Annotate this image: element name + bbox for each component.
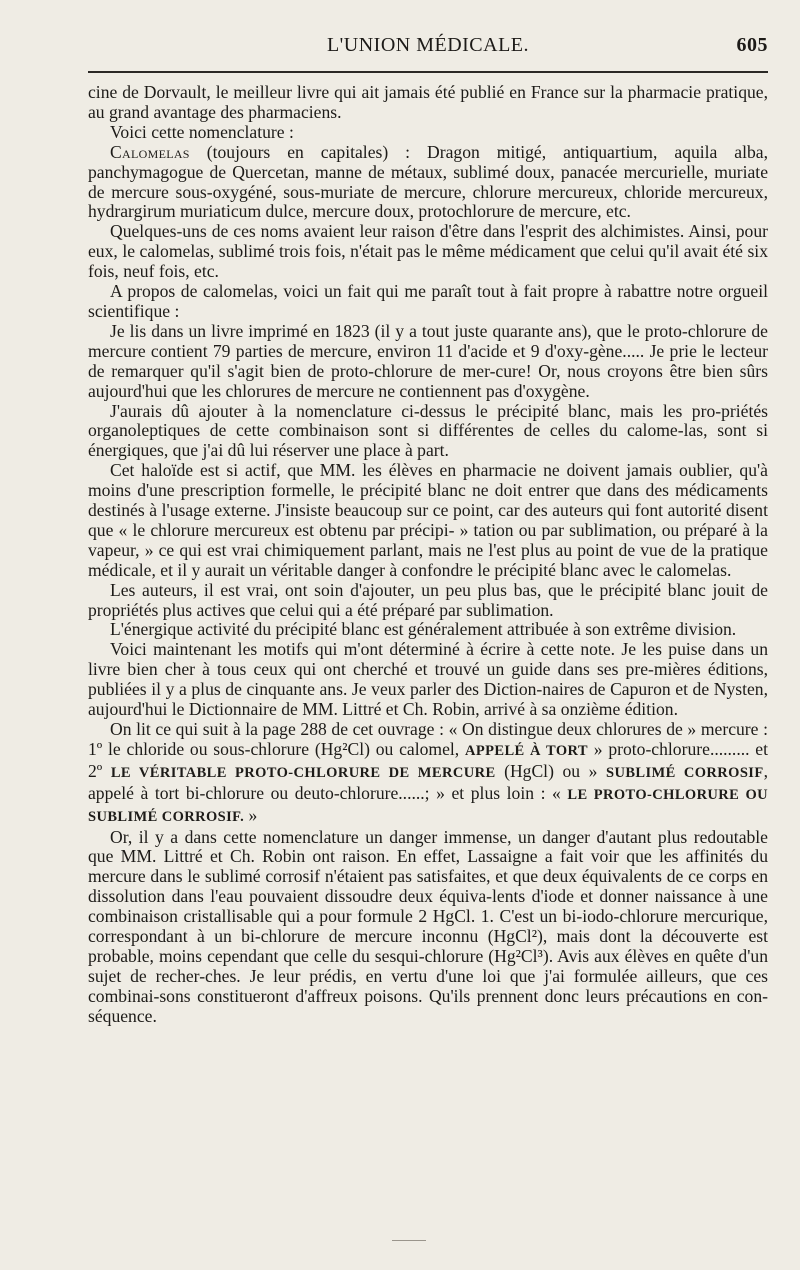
paragraph-p6 bbox=[88, 322, 768, 402]
text-run: , mais les pro-priétés organoleptiques de cette combinaison sont si différentes de celles du bbox=[88, 400, 769, 441]
text-run: calomelas bbox=[203, 281, 274, 302]
paragraph-p8 bbox=[88, 461, 768, 580]
paragraph-p11 bbox=[88, 640, 768, 720]
text-run: On lit ce qui suit à la page 288 de cet ouvrage : « On distingue deux chlorures de » mercure : 1º le chloride ou sous-chlorure (Hg²Cl) ou calomel, bbox=[88, 719, 768, 759]
text-run: Voici cette nomenclature : bbox=[110, 121, 294, 142]
page-number: 605 bbox=[736, 34, 768, 56]
article-body bbox=[88, 83, 768, 1027]
text-run: précipité blanc bbox=[497, 400, 607, 421]
text-run: , sublimé trois fois, n'était pas le même médicament que celui qu'il avait été six fois, neuf fois, etc. bbox=[88, 241, 768, 282]
paragraph-p2 bbox=[88, 123, 768, 143]
text-run: cine bbox=[88, 82, 118, 102]
text-run: , arrivé à sa onzième édition. bbox=[475, 699, 678, 720]
header-rule bbox=[88, 71, 768, 73]
text-run: » bbox=[454, 519, 474, 540]
text-run: , sont si énergiques, que j'ai dû lui réserver une place à part. bbox=[88, 420, 768, 461]
text-run: Or, il y a dans cette nomenclature un danger immense, un danger d'autant plus redoutable que MM. Littré et Ch. Robin ont raison. En effet, Lassaigne a fait voir que les affinités du mercure dans le sublimé corrosif n'étaient pas satisfaites, et que deux équivalents de ce corps en dissolution dans l'eau pouvaient dissoudre deux équiva-lents d'iode et donner naissance à une combinaison cristallisable qui a pour formule 2 HgCl. 1. C'est un bi-iodo-chlorure mercurique, correspondant à un bi-chlorure de mercure inconnu (HgCl²), mais dont la découverte est probable, moins cependant que celle du sesqui-chlorure (Hg²Cl³). Avis aux élèves en quête d'un sujet de recher-ches. Je leur prédis, en vertu d'une loi que j'ai formulée ailleurs, que ces combinai-sons constitueront d'affreux poisons. Qu'ils prennent donc leurs précautions en con-séquence. bbox=[88, 826, 768, 1026]
paragraph-p4 bbox=[88, 222, 768, 282]
paragraph-p3 bbox=[88, 143, 768, 223]
text-run: ......... et 2º bbox=[88, 738, 769, 781]
text-run: A propos de bbox=[110, 281, 204, 302]
text-run: Or, nous croyons être bien sûrs aujourd'hui que les chlorures de mercure ne contiennent pas d'oxygène. bbox=[88, 360, 768, 401]
text-run: , aujourd'hui le bbox=[88, 679, 768, 720]
text-run: J'aurais dû ajouter à la nomenclature ci-dessus le bbox=[110, 400, 498, 421]
text-run: contient 79 parties de mercure, environ 11 d'acide et 9 bbox=[145, 340, 545, 361]
text-run: , voici un fait qui me paraît tout à fait propre à rabattre notre orgueil scientifique : bbox=[88, 281, 769, 321]
text-run: calomelas bbox=[656, 559, 727, 580]
paragraph-p5 bbox=[88, 282, 768, 322]
text-run: LE PROTO-CHLORURE OU SUBLIMÉ CORROSIF. bbox=[88, 786, 768, 825]
paragraph-p9 bbox=[88, 581, 768, 621]
text-run: SUBLIMÉ CORROSIF bbox=[605, 764, 764, 781]
text-run: LE VÉRITABLE PROTO-CHLORURE DE MERCURE bbox=[110, 764, 496, 781]
text-run: Quelques-uns de ces noms avaient leur raison d'être dans l'esprit des alchimistes. Ainsi, pour eux, le bbox=[88, 221, 768, 262]
paragraph-p1 bbox=[88, 83, 768, 123]
text-run: . bbox=[726, 559, 732, 580]
text-run: Cet haloïde est si actif, que MM. les élèves en pharmacie ne doivent jamais oublier, qu'à moins d'une prescription formelle, le précipité blanc ne doit entrer que dans des médicaments destinés à l'usage externe. J'insiste beaucoup sur ce point, car des auteurs qui font autorité disent que « le chlorure mercureux est obtenu bbox=[88, 460, 768, 540]
text-run: , » ce qui est vrai chimiquement parlant, mais ne l'est plus au point de vue de la pratique médicale, et il y aurait un véritable danger à confondre le précipité blanc avec le bbox=[88, 539, 768, 580]
text-run: proto-chlorure de mer-cure! bbox=[330, 360, 532, 381]
text-run: » bbox=[244, 804, 258, 825]
text-run: tation bbox=[473, 519, 514, 540]
text-run: par précipi- bbox=[372, 519, 455, 540]
text-run: Diction-naires de Capuron et de Nysten bbox=[483, 679, 764, 700]
paragraph-p10 bbox=[88, 620, 768, 640]
text-run: proto-chlorure de mercure bbox=[88, 320, 768, 361]
text-run: , ou bbox=[652, 519, 685, 540]
text-run: d'oxy-gène bbox=[544, 340, 623, 361]
text-run: ou bbox=[513, 519, 542, 540]
text-run: par sublimation bbox=[541, 519, 653, 540]
text-run: Je lis dans un livre imprimé en 1823 (il y a tout juste quarante ans), que le bbox=[110, 320, 645, 341]
paragraph-p7 bbox=[88, 402, 768, 462]
running-title: L'UNION MÉDICALE. bbox=[326, 34, 530, 56]
text-run: APPELÉ À TORT bbox=[465, 742, 588, 759]
text-run: L'énergique activité du précipité blanc est généralement attribuée à son extrême division. bbox=[110, 619, 737, 640]
text-run: Voici maintenant les motifs qui m'ont déterminé à écrire à cette note. Je les puise dans un livre bien cher à tous ceux qui ont cherché et trouvé un guide dans ses pre-mières éditions, publiées il y a plus de cinquante ans. Je veux parler des bbox=[88, 639, 768, 700]
text-run: , appelé à tort bi-chlorure ou deuto-chlorure......; » et plus loin : « bbox=[88, 760, 768, 803]
text-run: calome-las bbox=[626, 420, 704, 441]
text-run: calomelas bbox=[139, 241, 210, 262]
text-run: Les auteurs, il est vrai, ont soin d'ajouter, un peu plus bas, que le précipité blanc jouit de propriétés plus actives que celui qui a été préparé par sublimation. bbox=[88, 579, 768, 620]
text-run: Calomelas bbox=[110, 141, 190, 162]
text-run: ..... Je prie le lecteur de remarquer qu'il s'agit bien de bbox=[88, 340, 769, 381]
text-run: (toujours en capitales) : bbox=[189, 141, 428, 162]
text-run: préparé à la vapeur bbox=[88, 519, 768, 560]
page-header bbox=[88, 30, 768, 64]
footer-rule bbox=[392, 1240, 426, 1241]
text-run: de Dorvault, le meilleur livre qui ait jamais été publié en France sur la pharmacie pratique, au grand avantage des pharmaciens. bbox=[88, 82, 768, 122]
text-run: (HgCl) ou » bbox=[495, 760, 606, 781]
text-run: » bbox=[587, 738, 609, 759]
paragraph-p13 bbox=[88, 828, 768, 1027]
text-run: , etc. bbox=[597, 201, 631, 222]
text-run: proto-chlorure bbox=[608, 738, 710, 759]
paragraph-p12 bbox=[88, 720, 768, 828]
text-run: Dictionnaire de MM. Littré et Ch. Robin bbox=[188, 699, 476, 720]
text-run: Dragon mitigé, antiquartium, aquila alba, panchymagogue de Quercetan, manne de métaux, sublimé doux, panacée mercurielle, muriate de mercure sous-oxygéné, sous-muriate de mercure, chlorure mercureux, chloride mercureux, hydrargirum muriaticum dulce, mercure doux, protochlorure de mercure bbox=[88, 141, 768, 222]
